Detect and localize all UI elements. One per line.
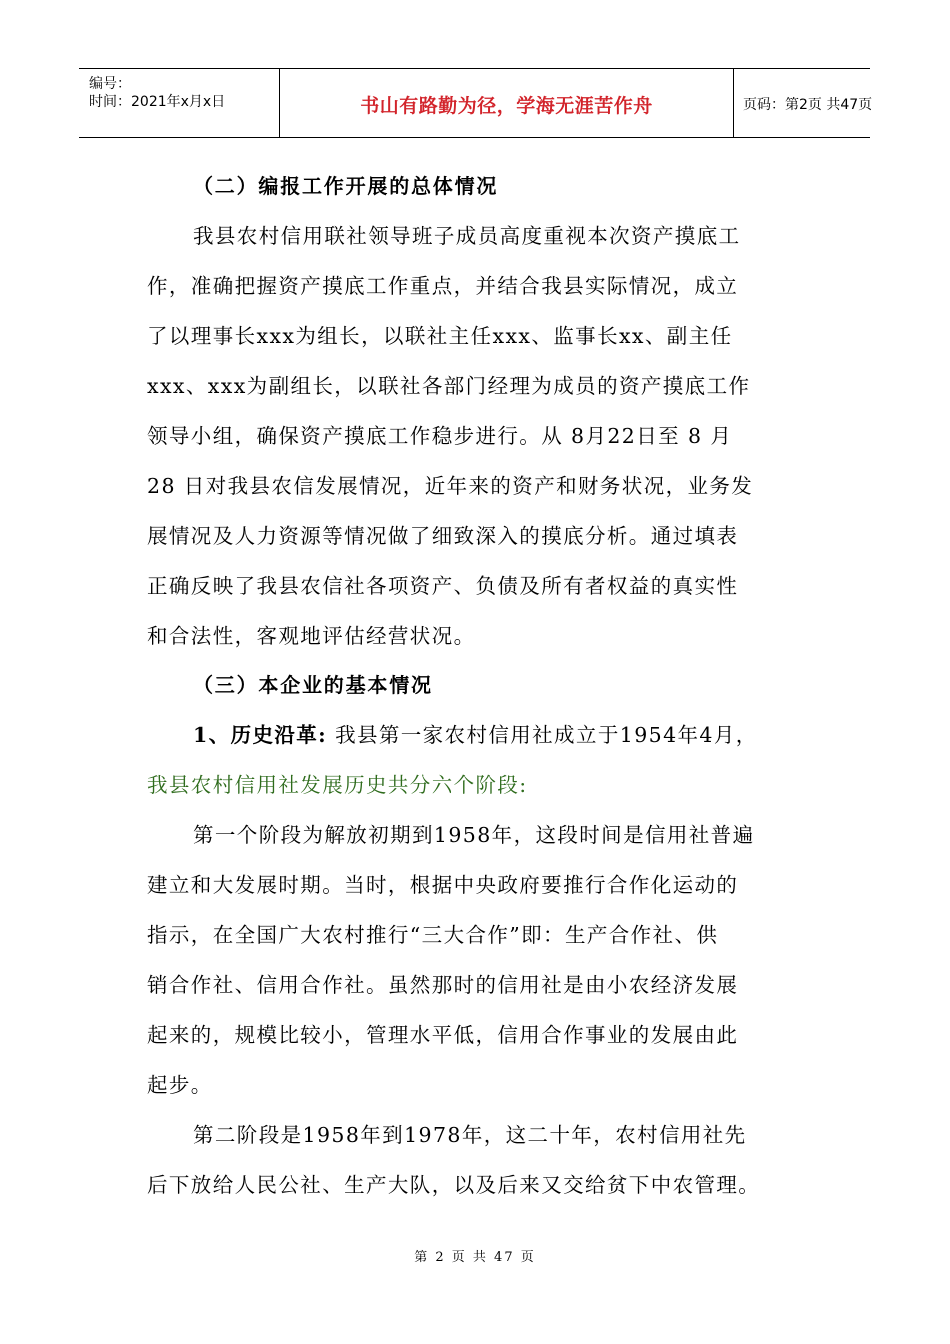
page-footer: 第 2 页 共 47 页 xyxy=(414,1250,536,1265)
paragraph-line: 指示，在全国广大农村推行“三大合作”即：生产合作社、供 xyxy=(147,923,719,947)
history-stages-line: 我县农村信用社发展历史共分六个阶段: xyxy=(147,773,528,797)
history-label: 1、历史沿革: xyxy=(193,723,328,747)
header-page-cell xyxy=(734,69,873,137)
motto-text: 书山有路勤为径，学海无涯苦作舟 xyxy=(360,95,653,117)
paragraph-line: 作，准确把握资产摸底工作重点，并结合我县实际情况，成立 xyxy=(147,274,739,298)
paragraph-line: 起来的，规模比较小，管理水平低，信用合作事业的发展由此 xyxy=(147,1023,739,1047)
paragraph-line: 第一个阶段为解放初期到1958年，这段时间是信用社普遍 xyxy=(193,823,755,847)
paragraph-line: 建立和大发展时期。当时，根据中央政府要推行合作化运动的 xyxy=(147,873,739,897)
paragraph-line: 正确反映了我县农信社各项资产、负债及所有者权益的真实性 xyxy=(147,574,739,598)
paragraph-line: 和合法性，客观地评估经营状况。 xyxy=(147,624,476,648)
paragraph-line: xxx、xxx为副组长，以联社各部门经理为成员的资产摸底工作 xyxy=(147,374,751,398)
paragraph-line: 展情况及人力资源等情况做了细致深入的摸底分析。通过填表 xyxy=(147,524,739,548)
paragraph-line: 我县农村信用联社领导班子成员高度重视本次资产摸底工 xyxy=(193,224,741,248)
paragraph-line: 起步。 xyxy=(147,1073,213,1097)
header-info-cell xyxy=(79,69,280,137)
document-number-label: 编号： xyxy=(89,76,131,92)
section-heading-3: （三）本企业的基本情况 xyxy=(193,673,433,697)
section-heading-2: （二）编报工作开展的总体情况 xyxy=(193,174,499,198)
paragraph-line: 第二阶段是1958年到1978年，这二十年，农村信用社先 xyxy=(193,1123,747,1147)
header-motto-cell xyxy=(280,69,734,137)
history-text: 我县第一家农村信用社成立于1954年4月， xyxy=(335,723,758,747)
page-info-label: 页码：第2页 共47页 xyxy=(743,97,873,113)
paragraph-line: 后下放给人民公社、生产大队，以及后来又交给贫下中农管理。 xyxy=(147,1173,761,1197)
document-date-label: 时间：2021年x月x日 xyxy=(89,94,226,110)
paragraph-line: 了以理事长xxx为组长，以联社主任xxx、监事长xx、副主任 xyxy=(147,324,733,348)
paragraph-line: 销合作社、信用合作社。虽然那时的信用社是由小农经济发展 xyxy=(147,973,739,997)
header-table xyxy=(79,68,873,138)
history-line xyxy=(193,720,758,750)
paragraph-line: 28 日对我县农信发展情况，近年来的资产和财务状况，业务发 xyxy=(147,474,754,498)
paragraph-line: 领导小组，确保资产摸底工作稳步进行。从 8月22日至 8 月 xyxy=(147,424,733,448)
